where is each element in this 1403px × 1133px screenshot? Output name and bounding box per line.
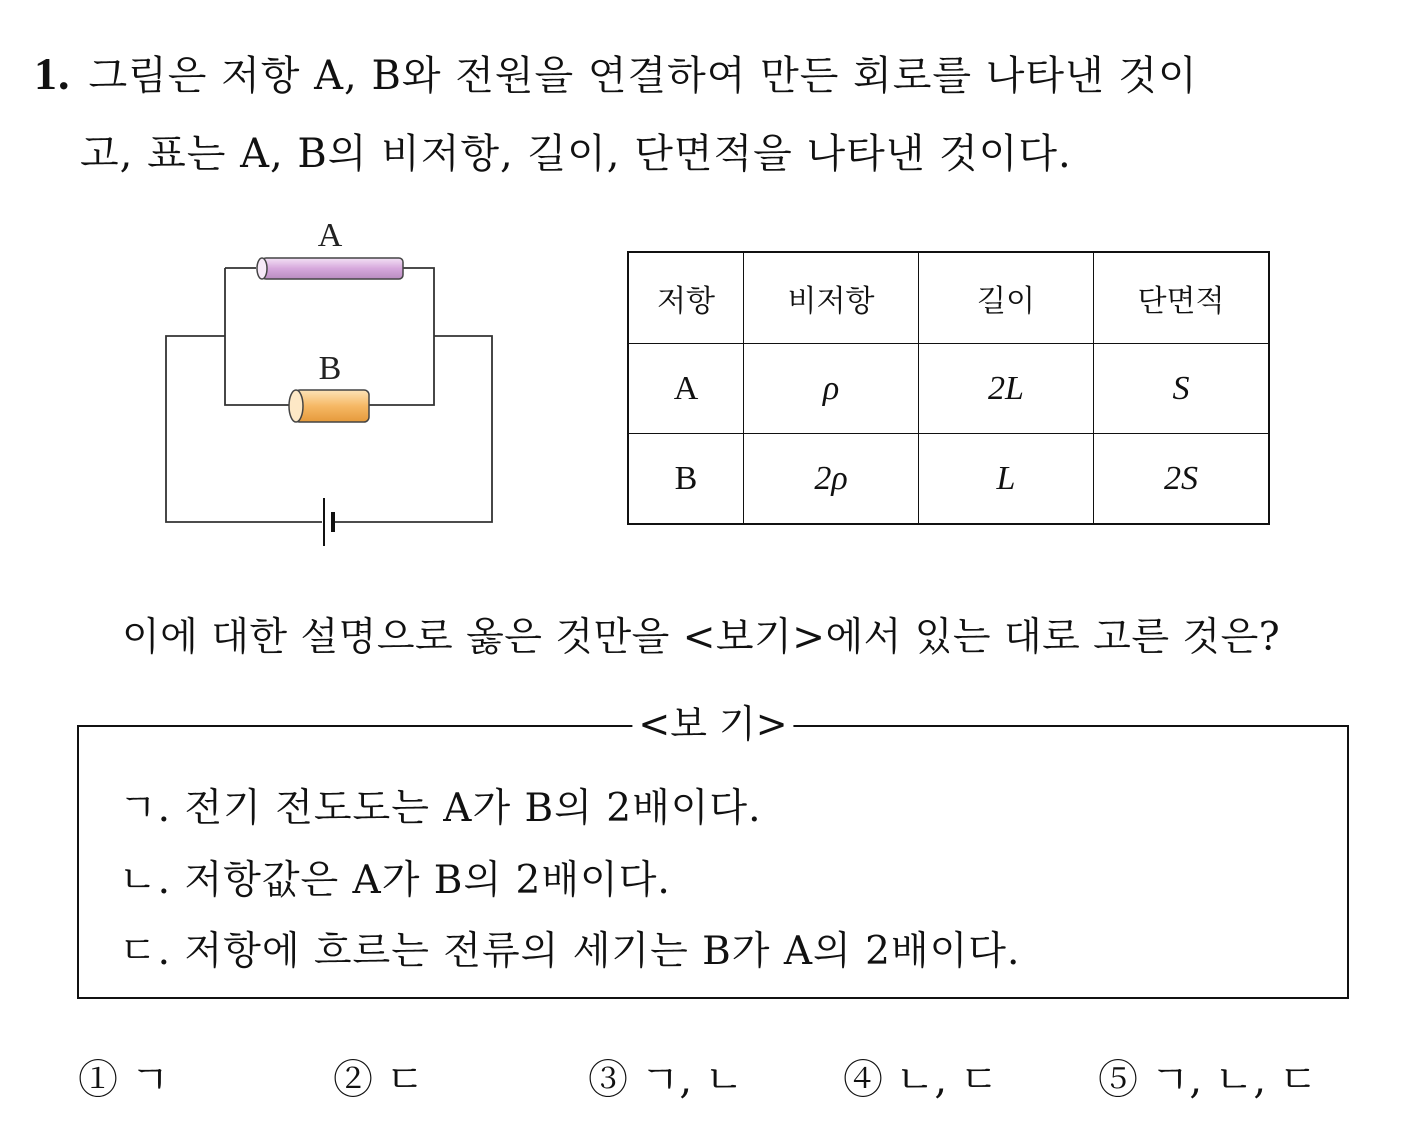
question-text-2: 고, 표는 A, B의 비저항, 길이, 단면적을 나타낸 것이다.: [80, 131, 1072, 177]
table-header: 단면적: [1094, 252, 1270, 344]
answer-choice-3[interactable]: ③ ㄱ, ㄴ: [588, 1057, 744, 1103]
question-number: 1.: [34, 48, 71, 99]
resistor-property-table: [627, 251, 1270, 525]
table-cell: 2S: [1094, 434, 1270, 525]
table-cell: 2ρ: [744, 434, 919, 525]
bogi-item: ㄷ. 저항에 흐르는 전류의 세기는 B가 A의 2배이다.: [119, 929, 1021, 974]
battery-icon: [324, 498, 333, 546]
answer-choice-2[interactable]: ② ㄷ: [333, 1057, 425, 1103]
question-prompt: 이에 대한 설명으로 옳은 것만을 <보기>에서 있는 대로 고른 것은?: [122, 615, 1281, 660]
answer-choice-1[interactable]: ① ㄱ: [78, 1057, 170, 1103]
resistor-b: [289, 390, 369, 422]
table-row: [628, 434, 1269, 525]
question-line-2: [80, 122, 1072, 179]
resistor-a: [257, 258, 403, 279]
table-header: 저항: [628, 252, 744, 344]
bogi-box: [77, 702, 1349, 999]
table-header-row: [628, 252, 1269, 344]
bogi-item: ㄴ. 저항값은 A가 B의 2배이다.: [119, 858, 671, 903]
table-header: 비저항: [744, 252, 919, 344]
bogi-title: <보 기>: [632, 697, 793, 751]
table-row: [628, 344, 1269, 434]
question-text-1: 그림은 저항 A, B와 전원을 연결하여 만든 회로를 나타낸 것이: [88, 53, 1198, 99]
resistor-b-label: B: [318, 350, 342, 387]
answer-choice-4[interactable]: ④ ㄴ, ㄷ: [843, 1057, 999, 1103]
question-line-1: [34, 44, 1198, 101]
table-cell: 2L: [919, 344, 1094, 434]
resistor-a-label: A: [317, 217, 343, 254]
table-cell: ρ: [744, 344, 919, 434]
table-cell: L: [919, 434, 1094, 525]
table-cell: A: [628, 344, 744, 434]
table-cell: B: [628, 434, 744, 525]
circuit-diagram: [150, 210, 520, 555]
table-header: 길이: [919, 252, 1094, 344]
table-cell: S: [1094, 344, 1270, 434]
answer-choice-5[interactable]: ⑤ ㄱ, ㄴ, ㄷ: [1098, 1057, 1318, 1103]
bogi-item: ㄱ. 전기 전도도는 A가 B의 2배이다.: [119, 786, 762, 831]
